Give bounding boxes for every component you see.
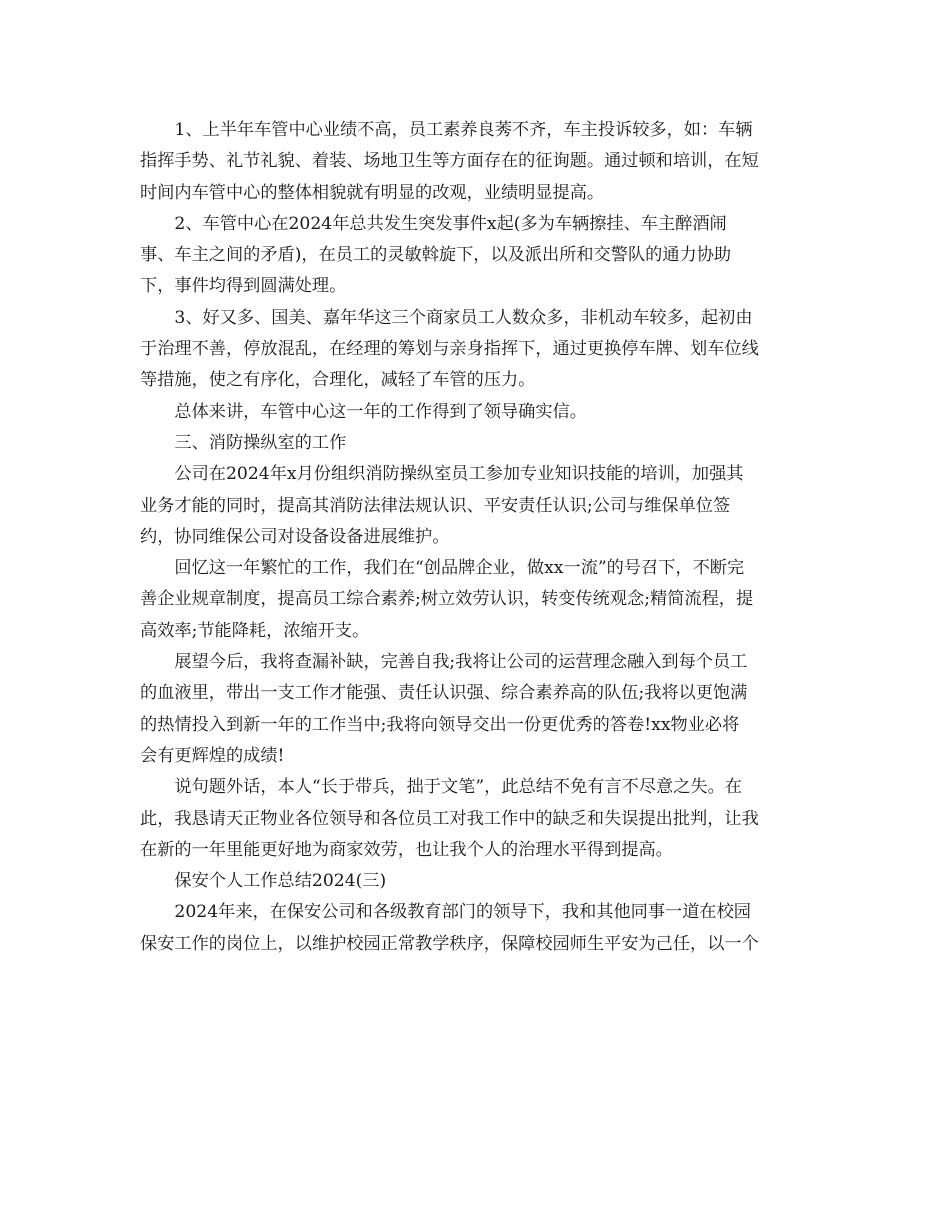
paragraph-closing-remarks: 说句题外话，本人“长于带兵，拙于文笔”，此总结不免有言不尽意之失。在 此，我恳请天正物业各位领导和各位员工对我工作中的缺乏和失误提出批判，让我 在新的一年里能更好地为商家效劳，也让我个人的治理水平得到提高。: [140, 777, 759, 860]
section-heading-security-summary: 保安个人工作总结2024(三): [174, 871, 387, 892]
paragraph-vehicle-center-performance: 1、上半年车管中心业绩不高，员工素养良莠不齐，车主投诉较多，如：车辆 指挥手势、礼节礼貌、着装、场地卫生等方面存在的征询题。通过顿和培训，在短 时间内车管中心的整体相貌就有明显的改观，业绩明显提高。: [140, 120, 759, 203]
paragraph-security-intro: 2024年来，在保安公司和各级教育部门的领导下，我和其他同事一道在校园 保安工作的岗位上，以维护校园正常教学秩序，保障校园师生平安为己任，以一个: [140, 902, 759, 954]
section-heading-fire-control-room: 三、消防操纵室的工作: [174, 432, 347, 453]
paragraph-merchant-parking: 3、好又多、国美、嘉年华这三个商家员工人数众多，非机动车较多，起初由 于治理不善，停放混乱，在经理的筹划与亲身指挥下，通过更换停车牌、划车位线 等措施，使之有序化，合理化，减轻了车管的压力。: [140, 307, 759, 391]
paragraph-fire-training: 公司在2024年x月份组织消防操纵室员工参加专业知识技能的培训，加强其 业务才能的同时，提高其消防法律法规认识、平安责任认识;公司与维保单位签 约，协同维保公司对设备设备进展维护。: [140, 464, 744, 547]
paragraph-year-review: 回忆这一年繁忙的工作，我们在“创品牌企业，做xx一流”的号召下，不断完 善企业规章制度，提高员工综合素养;树立效劳认识，转变传统观念;精简流程，提 高效率;节能降耗，浓缩开支。: [140, 558, 754, 641]
paragraph-overall-summary: 总体来讲，车管中心这一年的工作得到了领导确实信。: [174, 401, 587, 422]
paragraph-incidents-handled: 2、车管中心在2024年总共发生突发事件x起(多为车辆擦挂、车主醉酒闹 事、车主之间的矛盾)，在员工的灵敏斡旋下，以及派出所和交警队的通力协助 下，事件均得到圆满处理。: [140, 213, 732, 297]
paragraph-outlook: 展望今后，我将查漏补缺，完善自我;我将让公司的运营理念融入到每个员工 的血液里，带出一支工作才能强、责任认识强、综合素养高的队伍;我将以更饱满 的热情投入到新一年的工作当中;我将向领导交出一份更优秀的答卷!xx物业必将 会有更辉煌的成绩!: [140, 652, 748, 766]
document-page: [140, 115, 812, 960]
